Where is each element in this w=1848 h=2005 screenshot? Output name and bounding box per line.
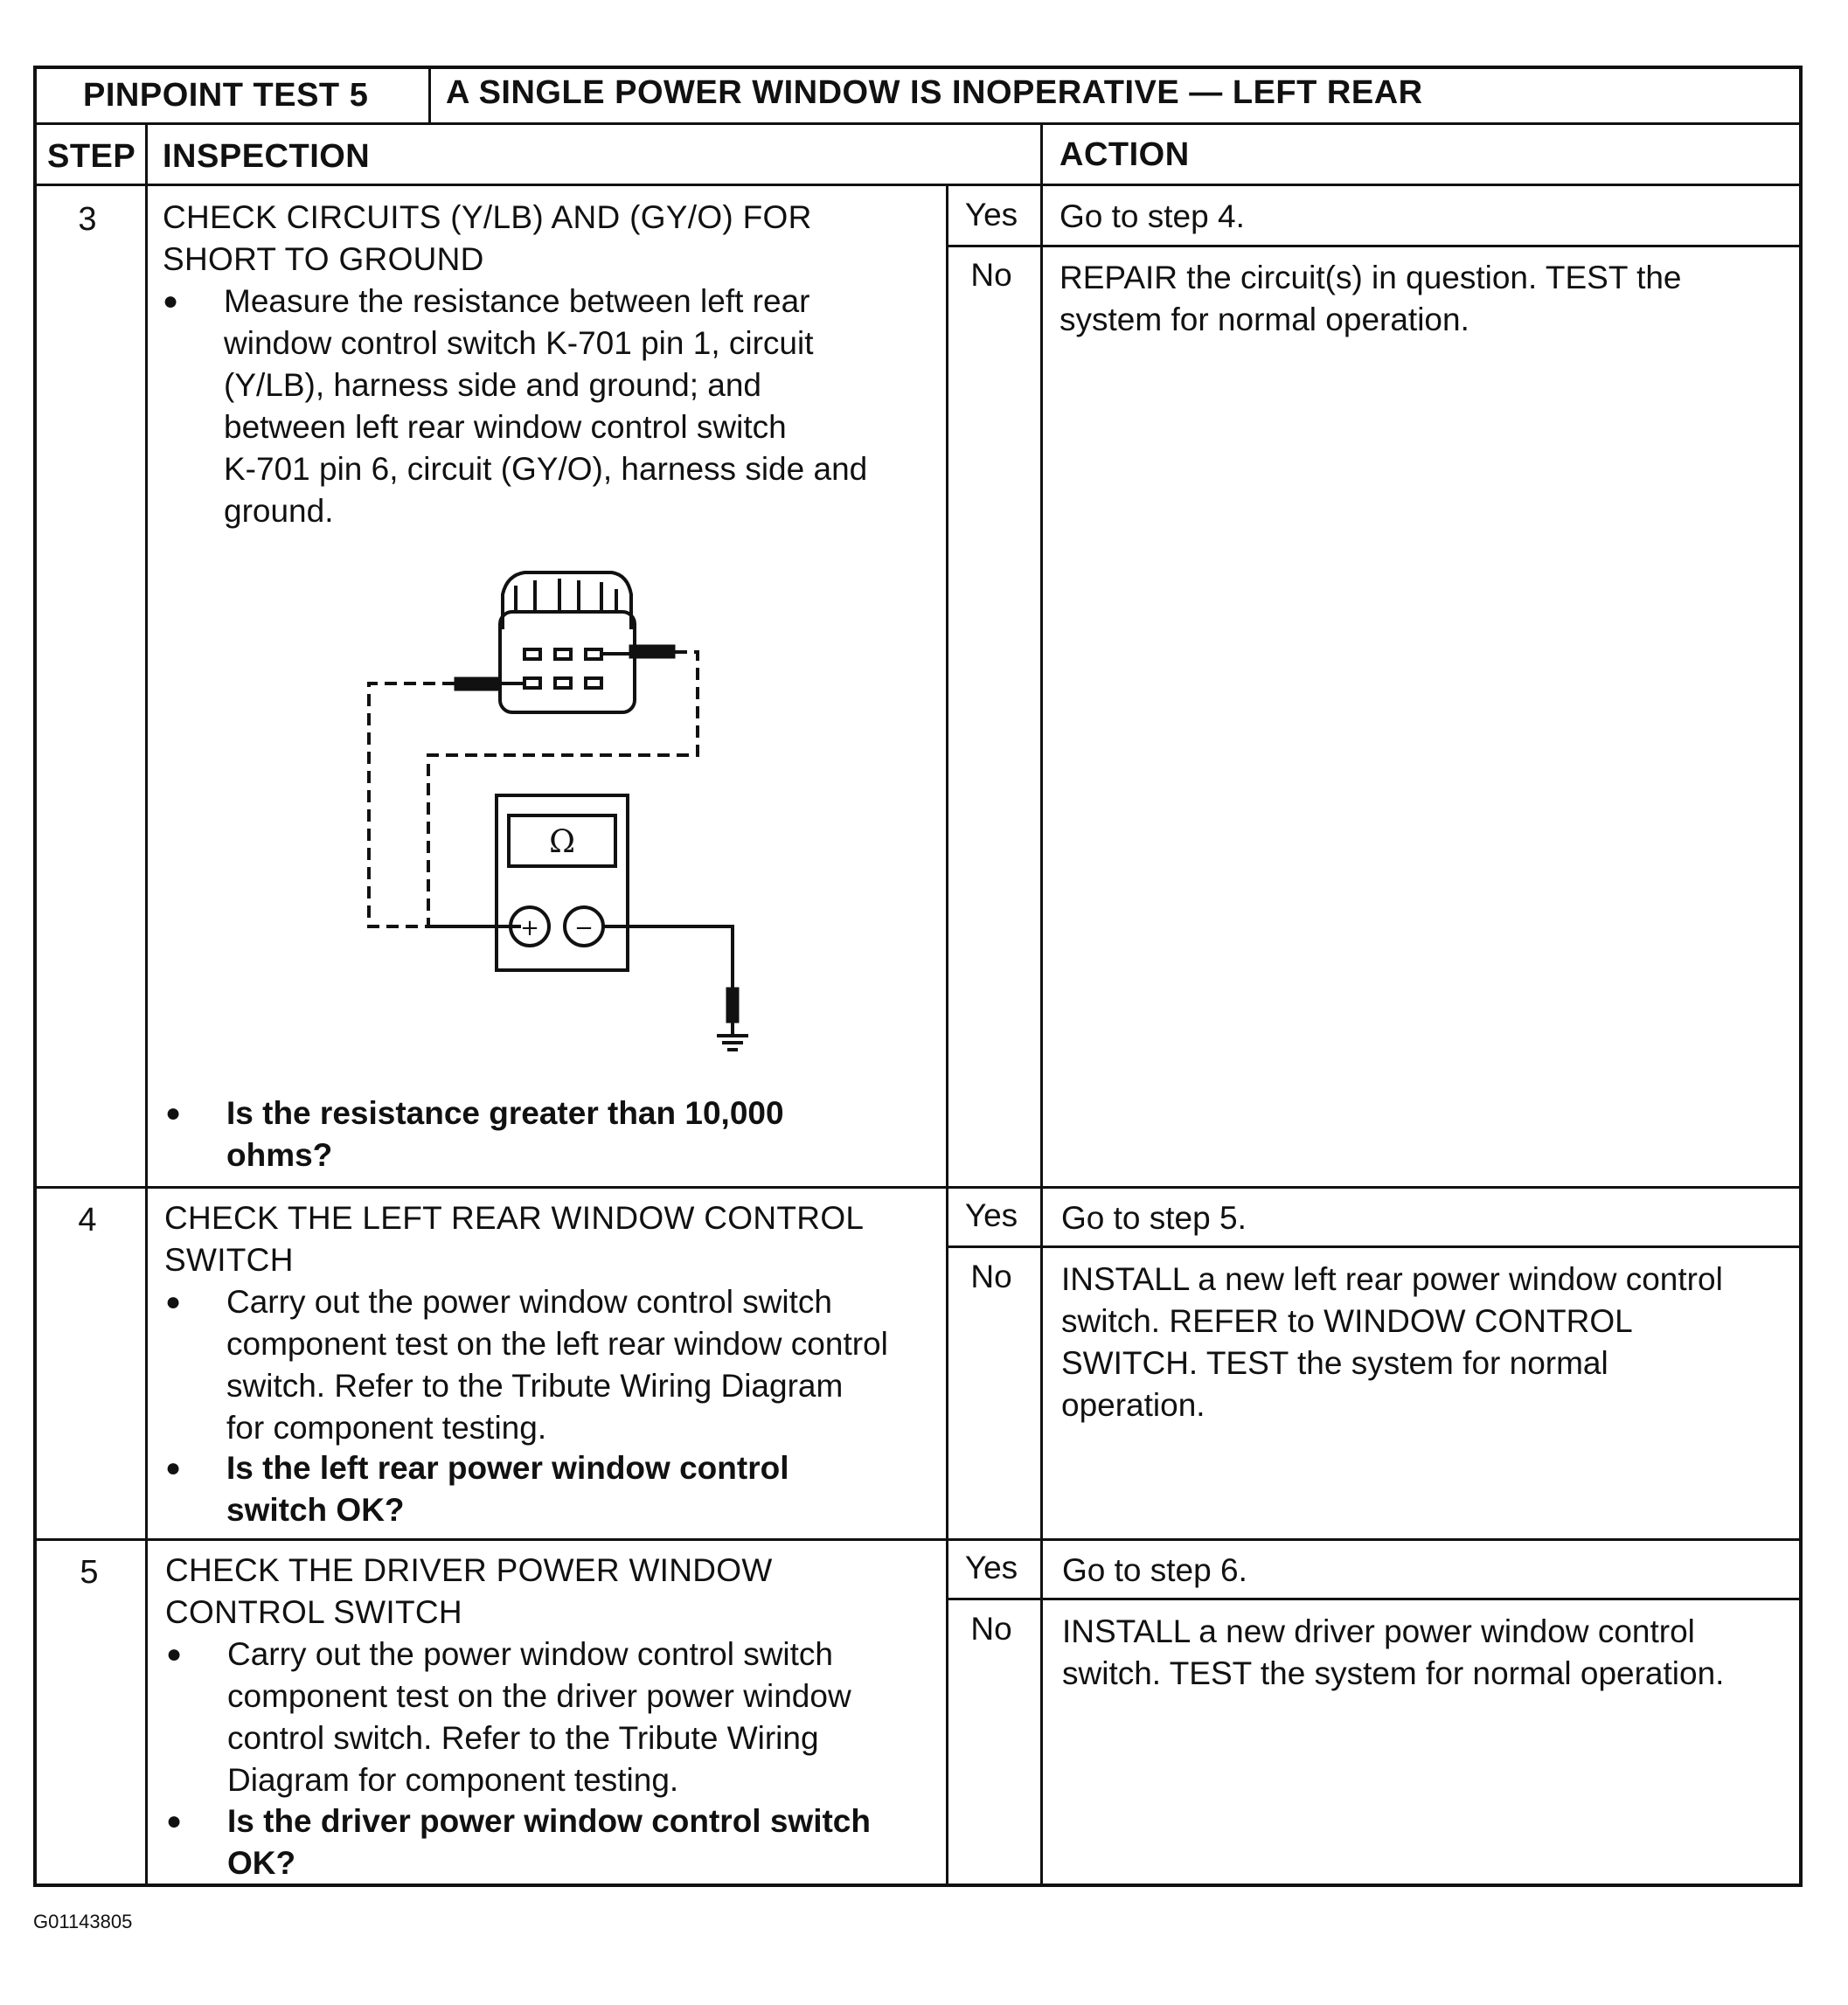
pinpoint-test-title: A SINGLE POWER WINDOW IS INOPERATIVE — LEFT REAR [446, 74, 1423, 111]
positive-terminal-label: + [520, 915, 539, 941]
test-lead-wires [369, 652, 698, 926]
rule-below-step4 [33, 1538, 1803, 1541]
figure-id: G01143805 [33, 1911, 133, 1932]
step-instruction: ● Measure the resistance between left rear window control switch K-701 pin 1, circuit (Y/LB), harness side and ground; and between left rear window control switch K-701 pin 6, circuit (GY/O), harness side and ground. [224, 281, 867, 532]
rule-below-step3 [33, 1186, 1803, 1189]
ohm-symbol: Ω [549, 824, 575, 860]
column-header-inspection: INSPECTION [163, 138, 371, 175]
negative-terminal-label: − [574, 915, 594, 941]
action-no: INSTALL a new driver power window control switch. TEST the system for normal operation. [1062, 1613, 1725, 1691]
column-header-action: ACTION [1059, 136, 1190, 173]
test-probe-icon [455, 645, 675, 690]
answer-no-label: No [970, 1259, 1012, 1294]
connector-icon [500, 572, 635, 712]
bullet-icon: ● [165, 1453, 182, 1482]
answer-no-label: No [970, 257, 1012, 293]
rule-step3-yes-no [946, 245, 1803, 247]
bullet-icon: ● [165, 1287, 182, 1316]
rule-title-divider [428, 66, 431, 124]
rule-below-title [33, 122, 1803, 125]
bullet-icon: ● [163, 287, 179, 316]
answer-yes-label: Yes [964, 1197, 1018, 1233]
action-no: REPAIR the circuit(s) in question. TEST the system for normal operation. [1059, 260, 1682, 337]
bullet-icon: ● [166, 1807, 183, 1835]
action-yes: Go to step 4. [1059, 198, 1245, 234]
answer-yes-label: Yes [964, 197, 1018, 232]
rule-step-column [145, 122, 148, 1887]
action-no: INSTALL a new left rear power window control switch. REFER to WINDOW CONTROL SWITCH. TEST the system for normal operation. [1061, 1261, 1723, 1423]
rule-step4-yes-no [946, 1245, 1803, 1248]
action-yes: Go to step 5. [1061, 1200, 1247, 1236]
rule-step5-yes-no [946, 1598, 1803, 1600]
step-number: 4 [78, 1202, 97, 1238]
step-question: ● Is the resistance greater than 10,000 ohms? [226, 1093, 784, 1176]
pinpoint-test-id: PINPOINT TEST 5 [83, 77, 369, 114]
step-instruction: ● Carry out the power window control switch component test on the driver power window control switch. Refer to the Tribute Wiring Diagram for component testing. [227, 1634, 851, 1801]
step-heading: CHECK THE LEFT REAR WINDOW CONTROL SWITCH [164, 1200, 865, 1278]
action-yes: Go to step 6. [1062, 1552, 1247, 1588]
rule-below-column-headers [33, 184, 1803, 186]
step-heading: CHECK THE DRIVER POWER WINDOW CONTROL SWITCH [165, 1552, 773, 1630]
bullet-icon: ● [165, 1099, 182, 1127]
step-question: ● Is the left rear power window control switch OK? [226, 1447, 789, 1531]
step-number: 5 [80, 1554, 99, 1591]
answer-yes-label: Yes [964, 1550, 1018, 1585]
step-question: ● Is the driver power window control switch OK? [227, 1800, 871, 1884]
ohmmeter-icon [430, 795, 733, 996]
step-number: 3 [78, 201, 97, 238]
rule-inspection-action [1040, 122, 1043, 1887]
step-instruction: ● Carry out the power window control switch component test on the left rear window control switch. Refer to the Tribute Wiring Diagram for component testing. [226, 1281, 888, 1449]
column-header-step: STEP [47, 138, 136, 175]
bullet-icon: ● [166, 1640, 183, 1669]
answer-no-label: No [970, 1611, 1012, 1647]
ground-probe-icon [717, 988, 748, 1050]
step-heading: CHECK CIRCUITS (Y/LB) AND (GY/O) FOR SHORT TO GROUND [163, 199, 812, 277]
ohmmeter-connector-diagram [350, 559, 787, 1058]
